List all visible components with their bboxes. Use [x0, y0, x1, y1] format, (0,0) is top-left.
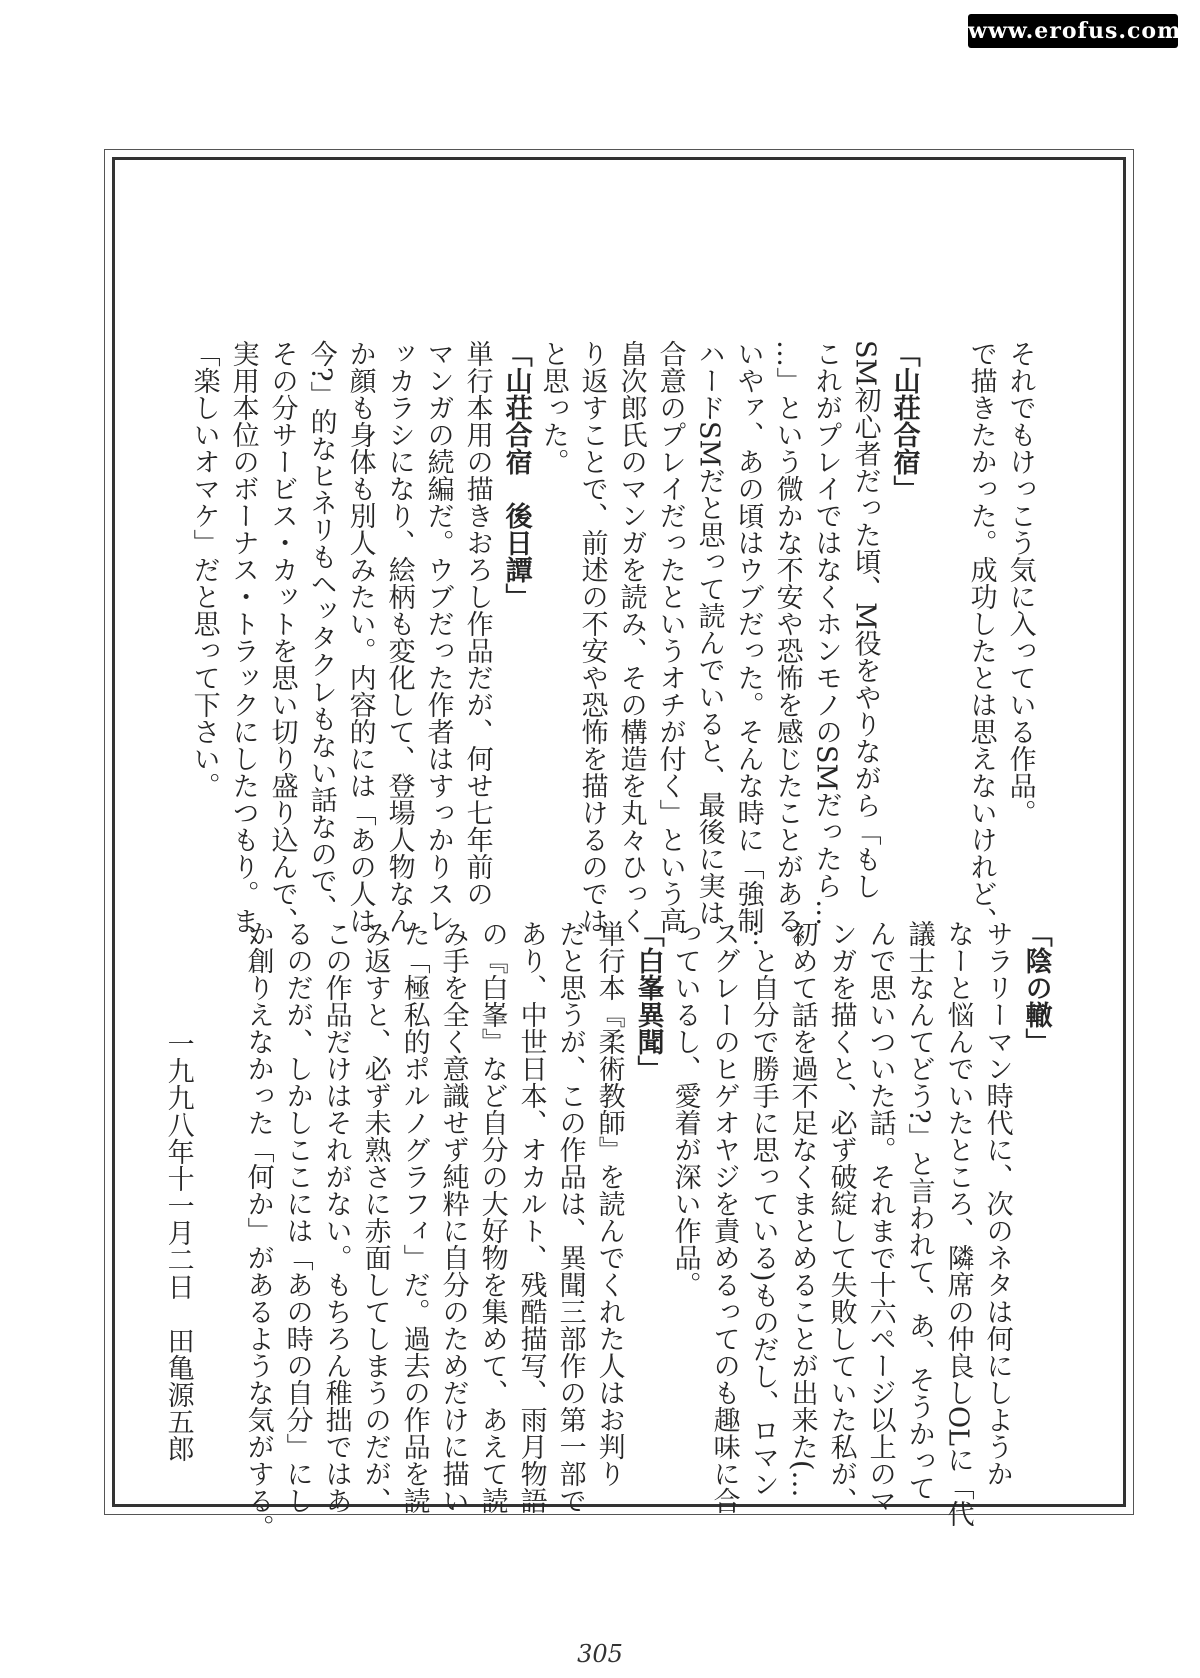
- kage-line-5: ンガを描くと、必ず破綻して失敗していた私が、: [825, 920, 857, 1514]
- kage-line-1: サラリーマン時代に、次のネタは何にしようか: [981, 920, 1013, 1487]
- intro-line-2: で描きたかった。成功したとは思えないけれど、: [965, 340, 997, 934]
- sanso-after-line-5: 今?」的なヒネリもヘッタクレもない話なので、: [305, 340, 337, 922]
- hakuho-line-5: み手を全く意識せず純粋に自分のためだけに描い: [437, 920, 469, 1514]
- section-heading-sanso-after: 「山荘合宿 後日譚」: [500, 340, 532, 610]
- sanso-line-3: …」という微かな不安や恐怖を感じたことがある。: [771, 340, 803, 961]
- sanso-after-line-1: 単行本用の描きおろし作品だが、何せ七年前の: [461, 340, 493, 907]
- sanso-line-7: 畠次郎氏のマンガを読み、その構造を丸々ひっく: [615, 340, 647, 934]
- hakuho-line-9: るのだが、しかしここには「あの時の自分」にし: [281, 920, 313, 1514]
- kage-line-8: スグレーのヒゲオヤジを責めるってのも趣味に合: [708, 920, 740, 1514]
- page-number: 305: [577, 1640, 623, 1668]
- section-heading-kage: 「陰の轍」: [1020, 920, 1052, 1055]
- sanso-after-line-4: か顔も身体も別人みたい。内容的には「あの人は: [344, 340, 376, 934]
- hakuho-line-7: み返すと、必ず未熟さに赤面してしまうのだが、: [359, 920, 391, 1514]
- kage-line-4: んで思いついた話。それまで十六ページ以上のマ: [864, 920, 896, 1514]
- hakuho-line-10: か創りえなかった「何か」があるような気がする。: [242, 920, 274, 1541]
- sanso-line-4: いやァ、あの頃はウブだった。そんな時に「強制: [732, 340, 764, 934]
- sanso-line-8: り返すことで、前述の不安や恐怖を描けるのでは: [576, 340, 608, 934]
- kage-line-6: 初めて話を過不足なくまとめることが出来た(…: [786, 920, 818, 1498]
- kage-line-9: っているし、愛着が深い作品。: [669, 920, 701, 1298]
- hakuho-line-8: この作品だけはそれがない。もちろん稚拙ではあ: [320, 920, 352, 1514]
- sanso-line-5: ハードSMだと思って読んでいると、最後に実は: [693, 340, 725, 927]
- hakuho-line-4: の『白峯』など自分の大好物を集めて、あえて読: [476, 920, 508, 1514]
- sanso-after-line-7: 実用本位のボーナス・トラックにしたつもり。ま、: [227, 340, 259, 961]
- sanso-after-line-8: 「楽しいオマケ」だと思って下さい。: [188, 340, 220, 799]
- hakuho-line-3: あり、中世日本、オカルト、残酷描写、雨月物語: [515, 920, 547, 1514]
- hakuho-line-2: だと思うが、この作品は、異聞三部作の第一部で: [554, 920, 586, 1514]
- watermark-logo: www.erofus.com: [968, 14, 1178, 48]
- intro-line-1: それでもけっこう気に入っている作品。: [1004, 340, 1036, 826]
- sanso-after-line-6: その分サービス・カットを思い切り盛り込んで、: [266, 340, 298, 934]
- kage-line-7: …と自分で勝手に思っている)ものだし、ロマン: [747, 920, 779, 1498]
- kage-line-3: 議士なんてどう?」と言われて、あ、そうかって: [903, 920, 935, 1502]
- sanso-line-2: これがプレイではなくホンモノのSMだったら…: [810, 340, 842, 927]
- sanso-line-6: 合意のプレイだったというオチが付く」という高: [654, 340, 686, 934]
- section-heading-sanso: 「山荘合宿」: [888, 340, 920, 502]
- hakuho-line-1: 単行本『柔術教師』を読んでくれた人はお判り: [593, 920, 625, 1487]
- date-signature: 一九九八年十一月二日 田亀源五郎: [162, 1030, 194, 1462]
- kage-line-2: なーと悩んでいたところ、隣席の仲良しOLに「代: [942, 920, 974, 1528]
- sanso-after-line-3: ッカラシになり、絵柄も変化して、登場人物なん: [383, 340, 415, 934]
- sanso-after-line-2: マンガの続編だ。ウブだった作者はすっかりスレ: [422, 340, 454, 934]
- sanso-line-9: と思った。: [537, 340, 569, 475]
- hakuho-line-6: た「極私的ポルノグラフィ」だ。過去の作品を読: [398, 920, 430, 1514]
- section-heading-hakuho: 「白峯異聞」: [632, 920, 664, 1082]
- sanso-line-1: SM初心者だった頃、M役をやりながら「もし: [849, 340, 881, 900]
